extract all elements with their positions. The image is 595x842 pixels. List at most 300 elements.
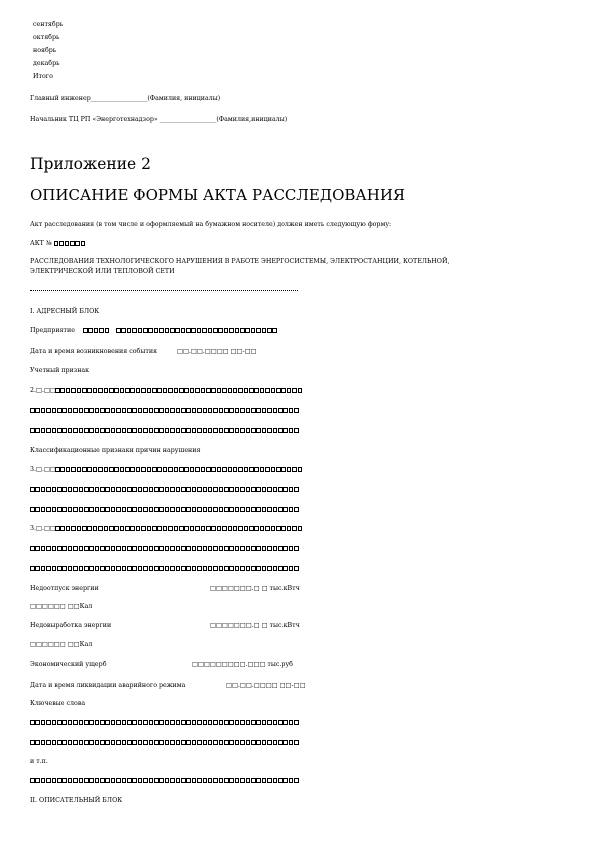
- code-box: [68, 546, 73, 551]
- code-box: [294, 740, 299, 745]
- undersupply-gcal: □□□□□□ □□Кал: [30, 603, 93, 610]
- code-box: [143, 328, 148, 333]
- code-box: [294, 546, 299, 551]
- code-box: [201, 526, 206, 531]
- code-box: [41, 778, 46, 783]
- code-box: [41, 720, 46, 725]
- code-box: [262, 740, 267, 745]
- code-box: [246, 740, 251, 745]
- code-box: [283, 487, 288, 492]
- code-box: [197, 740, 202, 745]
- code-box: [197, 507, 202, 512]
- code-box: [224, 778, 229, 783]
- head-tc-signature: Начальник ТЦ РП «Энерготехнадзор» __________________(Фамилия,инициалы): [30, 116, 288, 123]
- code-box: [262, 428, 267, 433]
- code-box: [281, 388, 286, 393]
- code-box: [93, 526, 98, 531]
- code-box: [283, 740, 288, 745]
- code-box: [219, 778, 224, 783]
- code-box: [192, 487, 197, 492]
- code-box: [170, 487, 175, 492]
- code-box: [35, 566, 40, 571]
- code-box: [46, 778, 51, 783]
- code-box: [109, 388, 114, 393]
- code-box: [95, 720, 100, 725]
- code-box: [229, 566, 234, 571]
- code-box: [184, 526, 189, 531]
- code-box: [41, 546, 46, 551]
- code-box: [229, 408, 234, 413]
- code-box: [82, 388, 87, 393]
- code-box: [170, 740, 175, 745]
- keywords-boxes: [30, 739, 299, 746]
- code-box: [89, 778, 94, 783]
- class-sign-boxes: [30, 486, 299, 493]
- code-box: [267, 428, 272, 433]
- code-box: [163, 388, 168, 393]
- class-sign-code: 3.□.□□: [30, 466, 56, 473]
- code-box: [159, 507, 164, 512]
- code-box: [224, 566, 229, 571]
- code-box: [30, 507, 35, 512]
- code-box: [62, 507, 67, 512]
- code-box: [251, 507, 256, 512]
- code-box: [254, 526, 259, 531]
- code-box: [229, 546, 234, 551]
- code-box: [181, 487, 186, 492]
- code-box: [68, 778, 73, 783]
- code-box: [235, 328, 240, 333]
- class-sign-boxes: [30, 506, 299, 513]
- code-box: [271, 388, 276, 393]
- code-box: [211, 388, 216, 393]
- code-box: [260, 388, 265, 393]
- code-box: [46, 720, 51, 725]
- code-box: [278, 740, 283, 745]
- code-box: [159, 778, 164, 783]
- code-box: [122, 740, 127, 745]
- code-box: [256, 408, 261, 413]
- code-box: [116, 566, 121, 571]
- code-box: [238, 526, 243, 531]
- code-box: [100, 428, 105, 433]
- code-box: [192, 740, 197, 745]
- code-box: [62, 428, 67, 433]
- code-box: [289, 720, 294, 725]
- code-box: [138, 408, 143, 413]
- code-box: [224, 740, 229, 745]
- code-box: [206, 526, 211, 531]
- code-box: [154, 428, 159, 433]
- code-box: [57, 720, 62, 725]
- code-box: [73, 566, 78, 571]
- code-box: [267, 408, 272, 413]
- code-box: [88, 328, 93, 333]
- code-box: [298, 388, 303, 393]
- code-box: [244, 526, 249, 531]
- code-box: [208, 328, 213, 333]
- code-box: [240, 566, 245, 571]
- code-box: [60, 467, 65, 472]
- code-box: [192, 566, 197, 571]
- code-box: [143, 507, 148, 512]
- code-box: [77, 467, 82, 472]
- code-box: [84, 487, 89, 492]
- code-box: [149, 487, 154, 492]
- code-box: [190, 526, 195, 531]
- code-box: [292, 388, 297, 393]
- code-box: [105, 566, 110, 571]
- act-number-label: [30, 240, 85, 248]
- code-box: [254, 388, 259, 393]
- code-box: [109, 467, 114, 472]
- code-box: [159, 428, 164, 433]
- code-box: [159, 740, 164, 745]
- code-box: [57, 487, 62, 492]
- code-box: [262, 566, 267, 571]
- code-box: [62, 546, 67, 551]
- code-box: [68, 507, 73, 512]
- code-box: [136, 526, 141, 531]
- code-box: [251, 720, 256, 725]
- code-box: [55, 388, 60, 393]
- code-box: [114, 526, 119, 531]
- code-box: [165, 408, 170, 413]
- code-box: [256, 507, 261, 512]
- code-box: [52, 778, 57, 783]
- code-box: [116, 428, 121, 433]
- code-box: [213, 408, 218, 413]
- code-box: [89, 566, 94, 571]
- code-box: [228, 388, 233, 393]
- code-box: [127, 778, 132, 783]
- code-box: [73, 720, 78, 725]
- code-box: [75, 241, 80, 246]
- code-box: [132, 507, 137, 512]
- code-box: [79, 507, 84, 512]
- code-box: [181, 720, 186, 725]
- code-box: [168, 388, 173, 393]
- code-box: [213, 507, 218, 512]
- code-box: [165, 778, 170, 783]
- code-box: [224, 507, 229, 512]
- code-box: [265, 388, 270, 393]
- code-box: [292, 467, 297, 472]
- code-box: [143, 778, 148, 783]
- code-box: [175, 328, 180, 333]
- code-box: [105, 546, 110, 551]
- code-box: [256, 328, 261, 333]
- code-box: [116, 778, 121, 783]
- code-box: [203, 546, 208, 551]
- code-box: [100, 720, 105, 725]
- code-box: [281, 526, 286, 531]
- code-box: [122, 507, 127, 512]
- code-box: [165, 428, 170, 433]
- code-box: [84, 566, 89, 571]
- code-box: [219, 487, 224, 492]
- code-box: [240, 778, 245, 783]
- keywords-boxes: [30, 777, 299, 784]
- code-box: [251, 566, 256, 571]
- code-box: [35, 507, 40, 512]
- code-box: [165, 507, 170, 512]
- code-box: [100, 546, 105, 551]
- code-box: [249, 526, 254, 531]
- code-box: [35, 546, 40, 551]
- code-box: [224, 720, 229, 725]
- code-box: [149, 778, 154, 783]
- code-box: [176, 408, 181, 413]
- code-box: [181, 507, 186, 512]
- code-box: [84, 507, 89, 512]
- event-date-format: □□.□□.□□□□ □□-□□: [177, 348, 257, 355]
- code-box: [260, 467, 265, 472]
- code-box: [208, 487, 213, 492]
- code-box: [278, 566, 283, 571]
- code-box: [203, 778, 208, 783]
- code-box: [184, 467, 189, 472]
- code-box: [62, 720, 67, 725]
- code-box: [222, 526, 227, 531]
- class-sign-code: 3.□.□□: [30, 525, 56, 532]
- code-box: [116, 408, 121, 413]
- code-box: [170, 328, 175, 333]
- code-box: [138, 546, 143, 551]
- code-box: [262, 487, 267, 492]
- code-box: [240, 740, 245, 745]
- code-box: [235, 507, 240, 512]
- code-box: [278, 408, 283, 413]
- code-box: [201, 467, 206, 472]
- code-box: [57, 428, 62, 433]
- code-box: [287, 467, 292, 472]
- code-box: [152, 467, 157, 472]
- code-box: [222, 467, 227, 472]
- code-box: [73, 507, 78, 512]
- liquidation-date-format: □□.□□.□□□□ □□-□□: [226, 682, 306, 689]
- code-box: [278, 507, 283, 512]
- code-box: [52, 740, 57, 745]
- event-date-label: Дата и время возникновения события: [30, 348, 157, 355]
- code-box: [41, 566, 46, 571]
- code-box: [219, 408, 224, 413]
- keywords-label: Ключевые слова: [30, 700, 86, 707]
- code-box: [262, 507, 267, 512]
- code-box: [105, 778, 110, 783]
- code-box: [170, 408, 175, 413]
- code-box: [152, 388, 157, 393]
- code-box: [52, 487, 57, 492]
- code-box: [100, 487, 105, 492]
- code-box: [157, 388, 162, 393]
- code-box: [73, 546, 78, 551]
- code-box: [217, 467, 222, 472]
- class-sign-boxes: [30, 545, 299, 552]
- code-box: [251, 740, 256, 745]
- code-box: [114, 467, 119, 472]
- code-box: [154, 328, 159, 333]
- code-box: [127, 428, 132, 433]
- code-box: [46, 507, 51, 512]
- code-box: [251, 328, 256, 333]
- code-box: [82, 526, 87, 531]
- code-box: [57, 778, 62, 783]
- code-box: [70, 241, 75, 246]
- code-box: [149, 408, 154, 413]
- code-box: [154, 546, 159, 551]
- code-box: [208, 566, 213, 571]
- code-box: [229, 740, 234, 745]
- code-box: [224, 487, 229, 492]
- code-box: [105, 328, 110, 333]
- code-box: [52, 408, 57, 413]
- code-box: [159, 720, 164, 725]
- code-box: [30, 566, 35, 571]
- code-box: [240, 487, 245, 492]
- account-sign-code: 2.□.□□: [30, 387, 56, 394]
- code-box: [256, 740, 261, 745]
- code-box: [122, 720, 127, 725]
- enterprise-name-boxes: [116, 327, 277, 334]
- code-box: [273, 408, 278, 413]
- code-box: [95, 428, 100, 433]
- code-box: [192, 778, 197, 783]
- code-box: [122, 408, 127, 413]
- code-box: [240, 507, 245, 512]
- class-signs-label: Классификационные признаки причин нарушения: [30, 447, 201, 454]
- keywords-boxes: [30, 719, 299, 726]
- code-box: [132, 487, 137, 492]
- code-box: [73, 740, 78, 745]
- code-box: [267, 328, 272, 333]
- act-heading-line1: РАССЛЕДОВАНИЯ ТЕХНОЛОГИЧЕСКОГО НАРУШЕНИЯ В РАБОТЕ ЭНЕРГОСИСТЕМЫ, ЭЛЕКТРОСТАНЦИИ, КОТЕЛЬНОЙ,: [30, 258, 450, 265]
- code-box: [127, 566, 132, 571]
- code-box: [68, 566, 73, 571]
- code-box: [251, 778, 256, 783]
- code-box: [149, 546, 154, 551]
- code-box: [141, 467, 146, 472]
- code-box: [289, 566, 294, 571]
- code-box: [84, 428, 89, 433]
- code-box: [165, 487, 170, 492]
- code-box: [262, 778, 267, 783]
- code-box: [240, 408, 245, 413]
- code-box: [30, 487, 35, 492]
- code-box: [179, 388, 184, 393]
- code-box: [104, 388, 109, 393]
- code-box: [278, 487, 283, 492]
- code-box: [213, 740, 218, 745]
- code-box: [84, 778, 89, 783]
- code-box: [154, 778, 159, 783]
- code-box: [57, 408, 62, 413]
- code-box: [120, 388, 125, 393]
- code-box: [111, 720, 116, 725]
- code-box: [229, 428, 234, 433]
- code-box: [251, 408, 256, 413]
- code-box: [283, 778, 288, 783]
- code-box: [79, 566, 84, 571]
- code-box: [65, 241, 70, 246]
- code-box: [233, 388, 238, 393]
- code-box: [294, 778, 299, 783]
- underproduction-label: Недовыработка энергии: [30, 622, 112, 629]
- code-box: [120, 526, 125, 531]
- code-box: [181, 546, 186, 551]
- code-box: [46, 566, 51, 571]
- code-box: [289, 740, 294, 745]
- code-box: [174, 388, 179, 393]
- code-box: [186, 408, 191, 413]
- code-box: [217, 526, 222, 531]
- section-descriptive-block: II. ОПИСАТЕЛЬНЫЙ БЛОК: [30, 797, 123, 804]
- code-box: [73, 778, 78, 783]
- code-box: [170, 546, 175, 551]
- code-box: [244, 467, 249, 472]
- code-box: [181, 408, 186, 413]
- code-box: [289, 408, 294, 413]
- code-box: [181, 778, 186, 783]
- code-box: [35, 428, 40, 433]
- economic-damage-value: □□□□□□□□□.□□□ тыс.руб: [192, 661, 293, 668]
- code-box: [191, 328, 196, 333]
- code-box: [111, 740, 116, 745]
- code-box: [240, 428, 245, 433]
- code-box: [159, 328, 164, 333]
- code-box: [159, 487, 164, 492]
- code-box: [181, 566, 186, 571]
- code-box: [30, 428, 35, 433]
- code-box: [262, 408, 267, 413]
- code-box: [208, 428, 213, 433]
- code-box: [219, 720, 224, 725]
- code-box: [79, 720, 84, 725]
- code-box: [203, 566, 208, 571]
- month-total: Итого: [33, 73, 53, 80]
- code-box: [208, 408, 213, 413]
- code-box: [111, 546, 116, 551]
- code-box: [229, 778, 234, 783]
- code-box: [152, 526, 157, 531]
- code-box: [163, 526, 168, 531]
- code-box: [62, 566, 67, 571]
- code-box: [41, 408, 46, 413]
- code-box: [174, 467, 179, 472]
- account-sign-boxes: [30, 407, 299, 414]
- code-box: [208, 740, 213, 745]
- code-box: [127, 408, 132, 413]
- code-box: [66, 388, 71, 393]
- appendix-title: Приложение 2: [30, 155, 152, 173]
- code-box: [87, 388, 92, 393]
- code-box: [168, 467, 173, 472]
- code-box: [46, 487, 51, 492]
- code-box: [82, 467, 87, 472]
- code-box: [60, 388, 65, 393]
- code-box: [30, 546, 35, 551]
- code-box: [165, 740, 170, 745]
- code-box: [267, 487, 272, 492]
- code-box: [179, 526, 184, 531]
- code-box: [138, 428, 143, 433]
- code-box: [41, 740, 46, 745]
- code-box: [276, 388, 281, 393]
- code-box: [57, 546, 62, 551]
- code-box: [192, 546, 197, 551]
- code-box: [57, 566, 62, 571]
- code-box: [143, 487, 148, 492]
